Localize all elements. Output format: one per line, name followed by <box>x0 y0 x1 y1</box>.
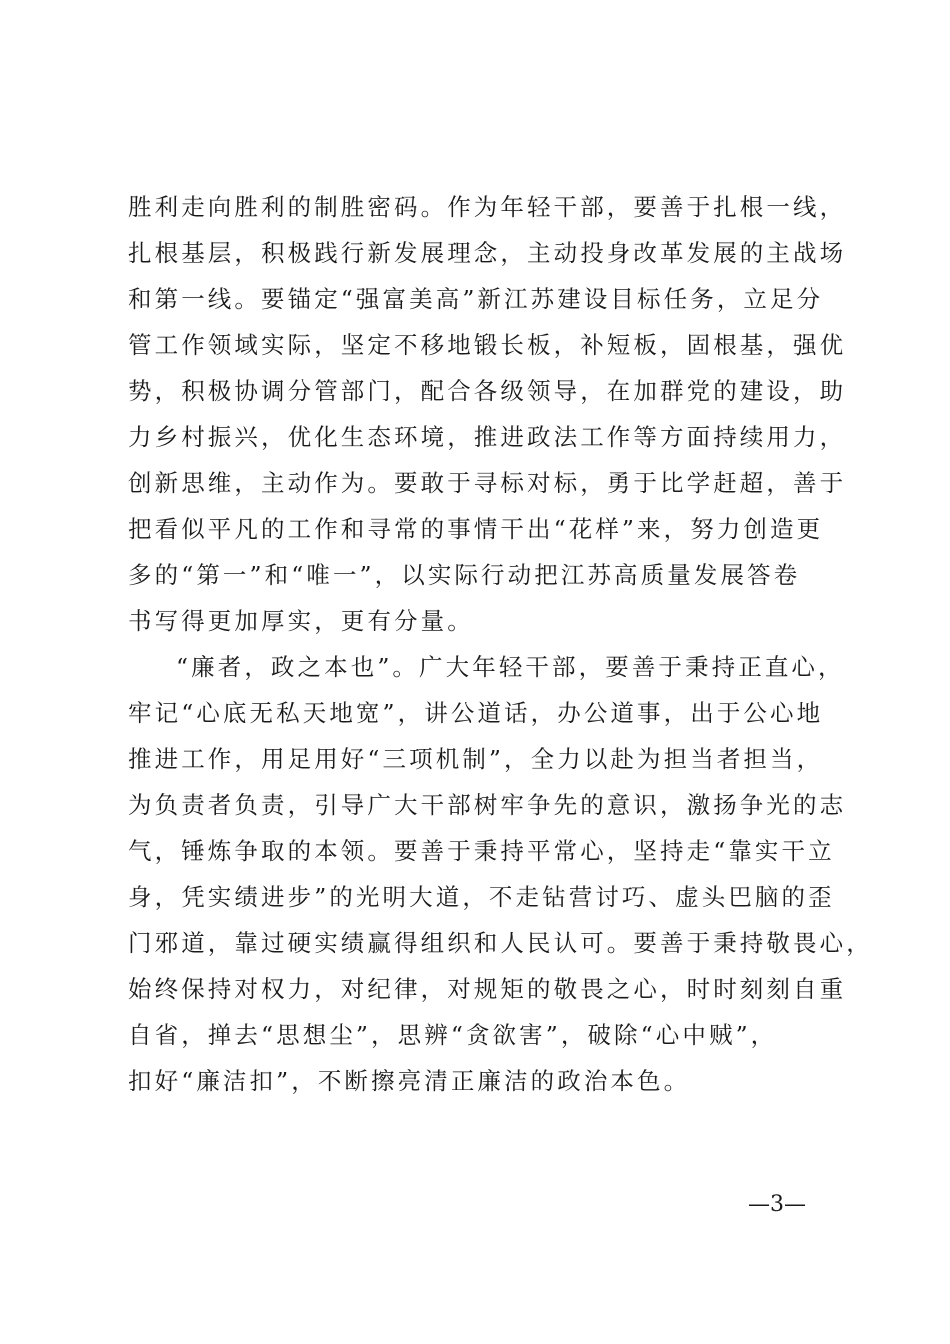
text-line: 扣好“廉洁扣”，不断擦亮清正廉洁的政治本色。 <box>128 1067 691 1095</box>
text-line: 扎根基层，积极践行新发展理念，主动投身改革发展的主战场 <box>128 239 847 267</box>
text-line: 把看似平凡的工作和寻常的事情干出“花样”来，努力创造更 <box>128 515 824 543</box>
text-line: 自省，掸去“思想尘”，思辨“贪欲害”，破除“心中贼”， <box>128 1021 778 1049</box>
text-line: 牢记“心底无私天地宽”，讲公道话，办公道事，出于公心地 <box>128 699 824 727</box>
text-line: 推进工作，用足用好“三项机制”，全力以赴为担当者担当， <box>128 745 824 773</box>
text-line: 身，凭实绩进步”的光明大道，不走钻营讨巧、虚头巴脑的歪 <box>128 883 835 911</box>
text-line: 力乡村振兴，优化生态环境，推进政法工作等方面持续用力， <box>128 423 847 451</box>
text-line: 多的“第一”和“唯一”，以实际行动把江苏高质量发展答卷 <box>128 561 801 589</box>
text-line: 势，积极协调分管部门，配合各级领导，在加群党的建设，助 <box>128 377 847 405</box>
text-line: 创新思维，主动作为。要敢于寻标对标，勇于比学赶超，善于 <box>128 469 847 497</box>
text-line: 始终保持对权力，对纪律，对规矩的敬畏之心，时时刻刻自重 <box>128 975 847 1003</box>
text-line: 管工作领域实际，坚定不移地锻长板，补短板，固根基，强优 <box>128 331 847 359</box>
text-line: 和第一线。要锚定“强富美高”新江苏建设目标任务，立足分 <box>128 285 824 313</box>
text-line: “廉者，政之本也”。广大年轻干部，要善于秉持正直心， <box>176 653 845 681</box>
page-number: —3— <box>748 1192 806 1217</box>
text-line: 书写得更加厚实，更有分量。 <box>128 607 474 635</box>
text-line: 门邪道，靠过硬实绩赢得组织和人民认可。要善于秉持敬畏心， <box>128 929 873 957</box>
text-line: 胜利走向胜利的制胜密码。作为年轻干部，要善于扎根一线， <box>128 193 847 221</box>
text-line: 气，锤炼争取的本领。要善于秉持平常心，坚持走“靠实干立 <box>128 837 835 865</box>
text-line: 为负责者负责，引导广大干部树牢争先的意识，激扬争光的志 <box>128 791 847 819</box>
